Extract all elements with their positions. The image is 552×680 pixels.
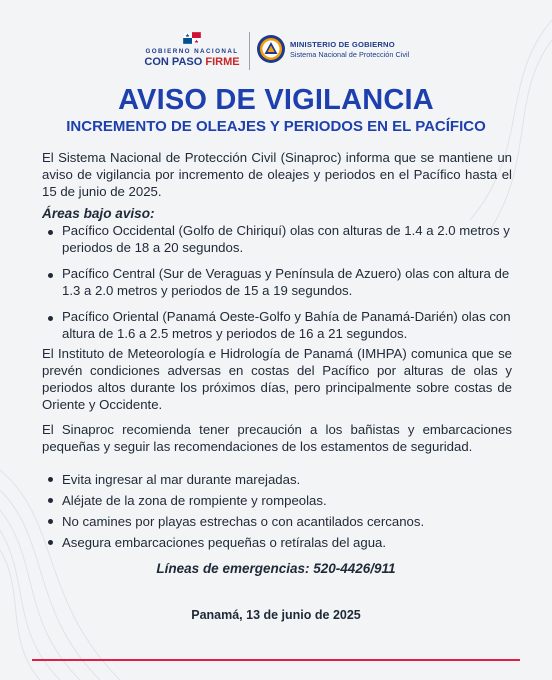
ministry-title: MINISTERIO DE GOBIERNO — [290, 40, 395, 49]
issue-date: Panamá, 13 de junio de 2025 — [191, 608, 361, 622]
gobierno-nacional-label: GOBIERNO NACIONAL — [145, 48, 239, 55]
list-item — [48, 222, 514, 256]
bullet-icon — [48, 519, 53, 524]
gobierno-nacional-logo — [140, 34, 244, 70]
area-text: Pacífico Oriental (Panamá Oeste-Golfo y Bahía de Panamá-Darién) olas con altura de 1.6 a 2.5 metros y periodos de 16 a 21 segundos. — [62, 309, 511, 341]
bullet-icon — [48, 477, 53, 482]
list-item — [48, 534, 514, 555]
ministry-subtitle: Sistema Nacional de Protección Civil — [290, 50, 410, 59]
recommendation-paragraph: El Sinaproc recomienda tener precaución a los bañistas y embarcaciones pequeñas y seguir las recomendaciones de los estamentos de seguridad. — [42, 422, 512, 454]
areas-heading: Áreas bajo aviso: — [42, 206, 155, 221]
tip-text: Evita ingresar al mar durante marejadas. — [62, 472, 301, 487]
firme-text: FIRME — [205, 56, 240, 68]
page-title: AVISO DE VIGILANCIA — [118, 84, 434, 116]
bullet-icon — [48, 316, 53, 321]
bullet-icon — [48, 230, 53, 235]
con-paso-text: CON PASO — [144, 56, 206, 68]
list-item — [48, 492, 514, 513]
header-logos — [0, 30, 552, 74]
bullet-icon — [48, 273, 53, 278]
tips-list — [48, 471, 514, 555]
area-text: Pacífico Central (Sur de Veraguas y Península de Azuero) olas con altura de 1.3 a 2.0 metros y periodos de 15 a 19 segundos. — [62, 266, 510, 298]
panama-flag-icon — [183, 32, 201, 44]
list-item — [48, 265, 514, 299]
list-item — [48, 308, 514, 342]
tip-text: Asegura embarcaciones pequeñas o retíralas del agua. — [62, 535, 387, 550]
intro-paragraph: El Sistema Nacional de Protección Civil (Sinaproc) informa que se mantiene un aviso de vigilancia por incremento de oleajes y periodos en el Pacífico hasta el 15 de junio de 2025. — [42, 150, 512, 199]
tip-text: Aléjate de la zona de rompiente y rompeolas. — [62, 493, 327, 508]
list-item — [48, 513, 514, 534]
areas-list — [48, 222, 514, 351]
imhpa-paragraph: El Instituto de Meteorología e Hidrología de Panamá (IMHPA) comunica que se prevén condiciones adversas en costas del Pacífico por alturas de olas y periodos altos durante los próximos días, pero principalmente sobre costas de Oriente y Occidente. — [42, 346, 512, 412]
footer-divider — [32, 659, 520, 661]
area-text: Pacífico Occidental (Golfo de Chiriquí) olas con alturas de 1.4 a 2.0 metros y periodos de 18 a 20 segundos. — [62, 223, 510, 255]
page-subtitle: INCREMENTO DE OLEAJES Y PERIODOS EN EL PACÍFICO — [66, 118, 486, 135]
sinaproc-emblem-icon — [256, 34, 286, 64]
tip-text: No camines por playas estrechas o con acantilados cercanos. — [62, 514, 425, 529]
logo-divider — [249, 32, 250, 70]
bullet-icon — [48, 540, 53, 545]
list-item — [48, 471, 514, 492]
con-paso-firme-label — [140, 56, 244, 68]
emergency-lines: Líneas de emergencias: 520-4426/911 — [156, 561, 396, 576]
bullet-icon — [48, 498, 53, 503]
